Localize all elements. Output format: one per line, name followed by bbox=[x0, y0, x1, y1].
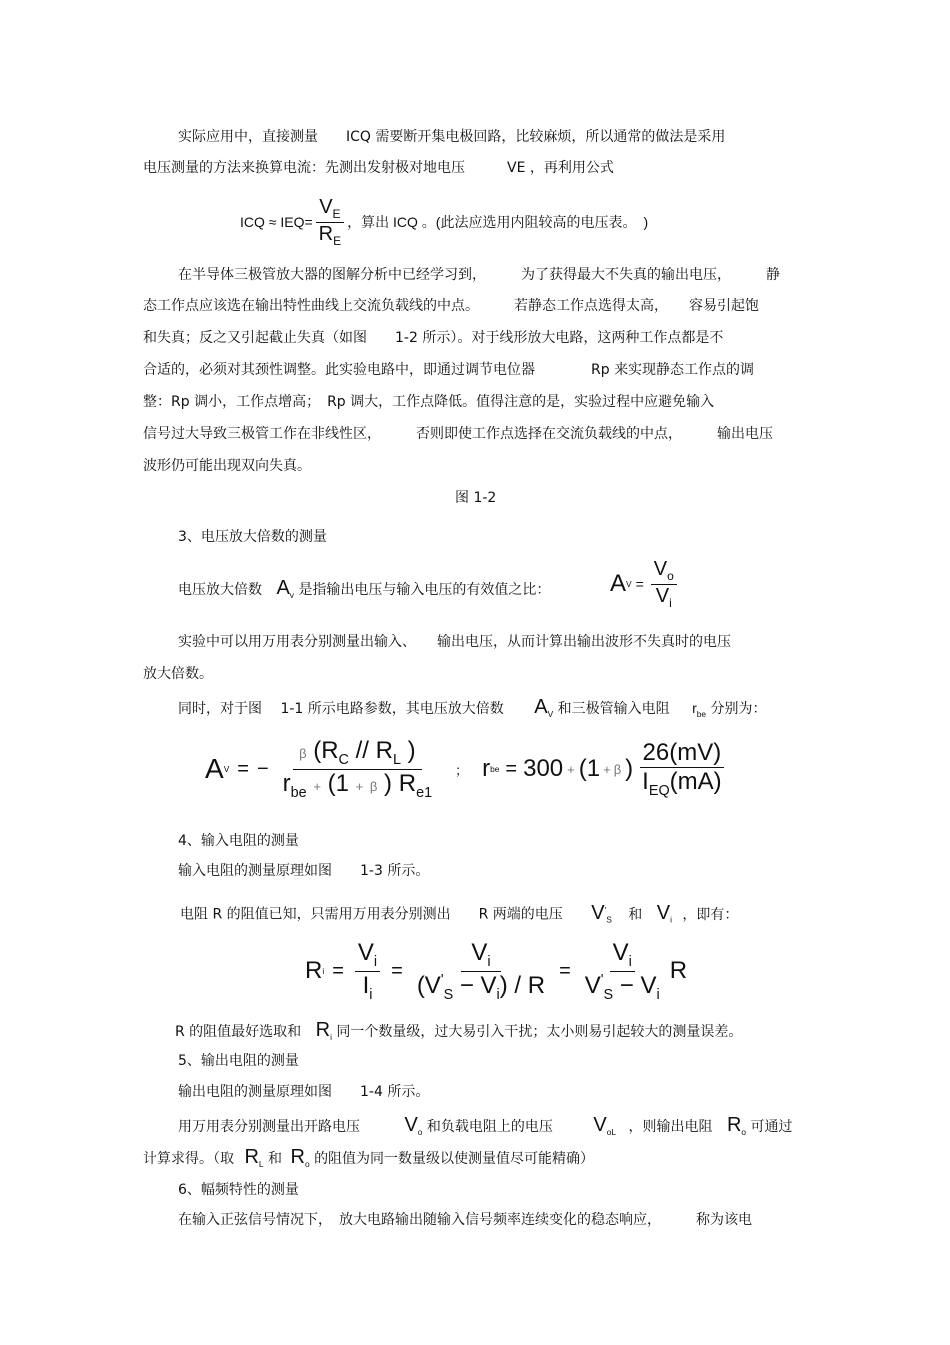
section-heading: 6、幅频特性的测量 bbox=[178, 1182, 299, 1198]
text-line: 输出电阻的测量原理如图 1-4 所示。 bbox=[178, 1084, 430, 1100]
ri-formula: R i = $\frac{V_i}{I_i}$ = $\frac{V_i}{(V'_S - V_i) / R}$ = $\frac{V_i}{V'_S - V_i}$ R bbox=[305, 939, 688, 1003]
text-line: 波形仍可能出现双向失真。 bbox=[143, 458, 311, 474]
text-line: 在半导体三极管放大器的图解分析中已经学习到， 为了获得最大不失真的输出电压， 静 bbox=[178, 267, 780, 283]
text-line: 实际应用中，直接测量 ICQ 需要断开集电极回路，比较麻烦，所以通常的做法是采用 bbox=[178, 129, 726, 145]
gain-formula: A V = − $\frac{\beta (R_C // R_L )}{r_{be} + (1 + \beta ) R_{e1}}$ ； r be = 300 + (1 + β ) $\frac{26(mV)}{I_{EQ}(mA)}$ bbox=[205, 734, 728, 804]
formula-text: ICQ ≈ IEQ= bbox=[240, 214, 313, 231]
icq-formula bbox=[240, 196, 648, 249]
text-line: 在输入正弦信号情况下， 放大电路输出随输入信号频率连续变化的稳态响应， 称为该电 bbox=[178, 1212, 752, 1228]
text-line: 同时，对于图 1-1 所示电路参数，其电压放大倍数 $A_V$ 和三极管输入电阻 $r_{be}$ 分别为： bbox=[178, 696, 767, 719]
text-line: 实验中可以用万用表分别测量出输入、 输出电压，从而计算出输出波形不失真时的电压 bbox=[178, 634, 731, 650]
text-line: 电压放大倍数 $A_v$ 是指输出电压与输入电压的有效值之比： bbox=[178, 577, 551, 600]
text-line: 电阻 R 的阻值已知，只需用万用表分别测出 R 两端的电压 $V'_S$ 和 $V_i$ ，即有： bbox=[180, 901, 739, 925]
fraction: $\frac{V_E}{R_E}$ bbox=[316, 196, 344, 249]
text-line: 输入电阻的测量原理如图 1-3 所示。 bbox=[178, 863, 430, 879]
figure-caption: 图 1-2 bbox=[455, 490, 497, 506]
text-line: 和失真；反之又引起截止失真（如图 1-2 所示）。对于线形放大电路，这两种工作点都是不 bbox=[143, 330, 724, 346]
section-heading: 3、电压放大倍数的测量 bbox=[178, 529, 327, 545]
text-line: 信号过大导致三极管工作在非线性区， 否则即使工作点选择在交流负载线的中点， 输出电压 bbox=[143, 426, 773, 442]
text-line: 计算求得。（取 $R_L$ 和 $R_o$ 的阻值为同一数量级以使测量值尽可能精确） bbox=[143, 1146, 595, 1169]
text-line: 态工作点应该选在输出特性曲线上交流负载线的中点。 若静态工作点选得太高， 容易引起饱 bbox=[143, 298, 759, 314]
formula-text: ，算出 ICQ 。(此法应选用内阻较高的电压表。 ) bbox=[347, 214, 649, 231]
av-formula: A V = $\frac{V_o}{V_i}$ bbox=[610, 558, 680, 611]
text-line: 用万用表分别测量出开路电压 $V_o$ 和负载电阻上的电压 $V_{oL}$ ，则输出电阻 $R_o$ 可通过 bbox=[178, 1114, 793, 1137]
text-line: 电压测量的方法来换算电流：先测出发射极对地电压 VE ，再利用公式 bbox=[143, 160, 614, 176]
section-heading: 5、输出电阻的测量 bbox=[178, 1053, 299, 1069]
text-line: 整：Rp 调小，工作点增高； Rp 调大，工作点降低。值得注意的是，实验过程中应避免输入 bbox=[143, 394, 715, 410]
text-line: 合适的，必须对其颈性调整。此实验电路中，即通过调节电位器 Rp 来实现静态工作点的调 bbox=[143, 362, 755, 378]
section-heading: 4、输入电阻的测量 bbox=[178, 833, 299, 849]
text-line: R 的阻值最好选取和 $R_i$ 同一个数量级，过大易引入干扰；太小则易引起较大的测量误差。 bbox=[175, 1019, 743, 1042]
text-line: 放大倍数。 bbox=[143, 666, 213, 682]
